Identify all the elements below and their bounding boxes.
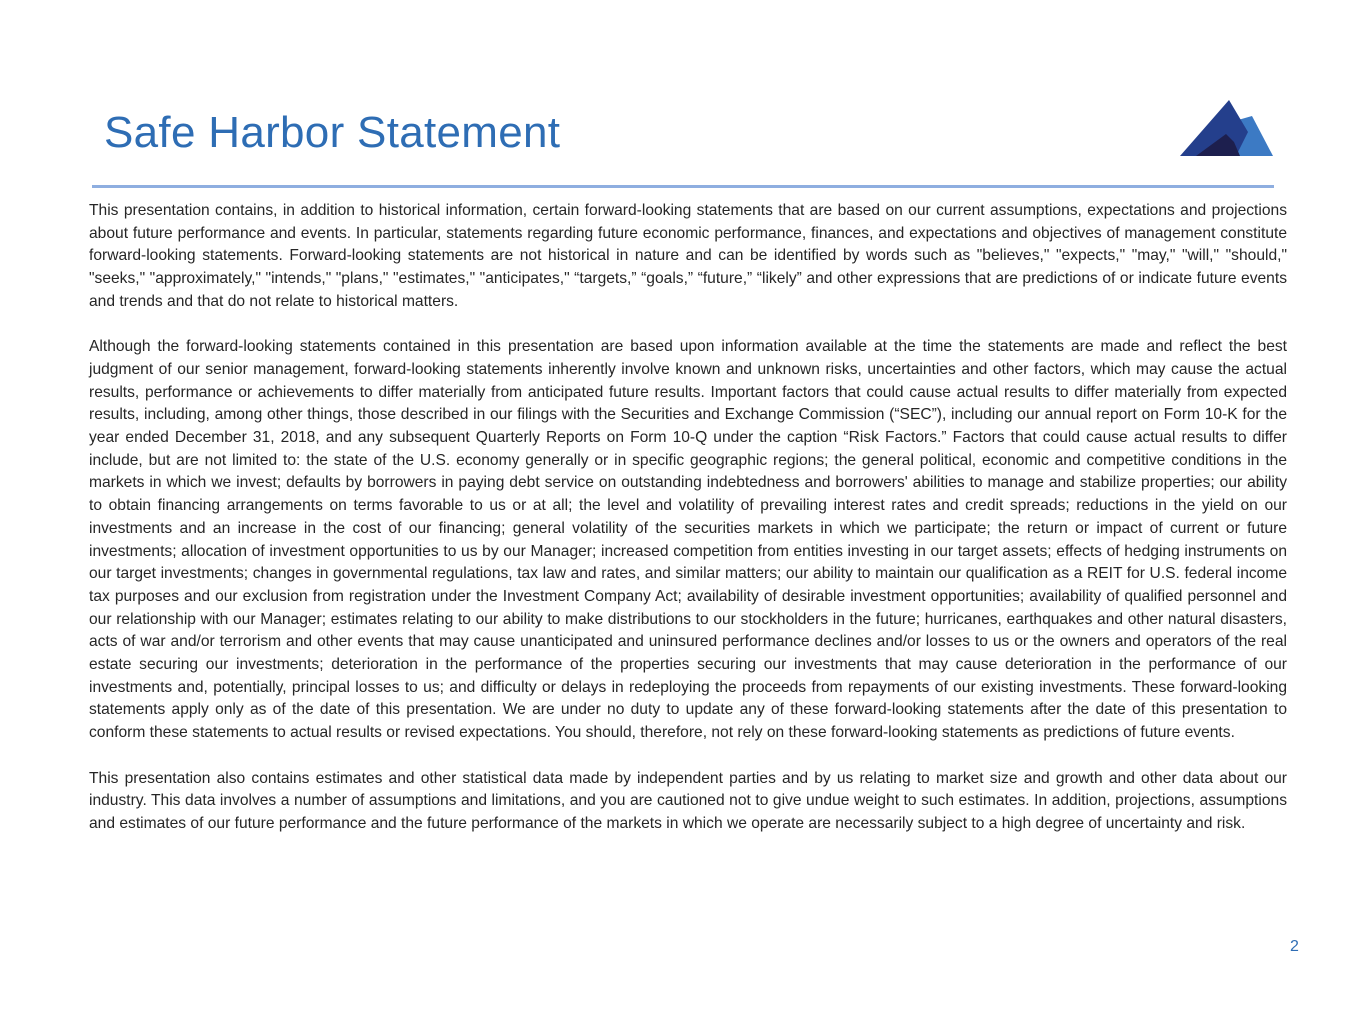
mountain-logo-icon (1180, 98, 1274, 158)
title-divider (92, 185, 1274, 188)
page-title: Safe Harbor Statement (104, 108, 561, 157)
page-number: 2 (1290, 938, 1299, 955)
paragraph-statistical-data: This presentation also contains estimates and other statistical data made by independent parties and by us relating to market size and growth and other data about our industry. This data involves a number of assumptions and limitations, and you are cautioned not to give undue weight to such estimates. In addition, projections, assumptions and estimates of our future performance and the future performance of the markets in which we operate are necessarily subject to a high degree of uncertainty and risk. (89, 769, 1287, 832)
paragraph-risk-factors: Although the forward-looking statements contained in this presentation are based upon information available at the time the statements are made and reflect the best judgment of our senior management, forward-looking statements inherently involve known and unknown risks, uncertainties and other factors, which may cause the actual results, performance or achievements to differ materially from anticipated future results. Important factors that could cause actual results to differ materially from expected results, including, among other things, those described in our filings with the Securities and Exchange Commission (“SEC”), including our annual report on Form 10-K for the year ended December 31, 2018, and any subsequent Quarterly Reports on Form 10-Q under the caption “Risk Factors.” Factors that could cause actual results to differ include, but are not limited to: the state of the U.S. economy generally or in specific geographic regions; the general political, economic and competitive conditions in the markets in which we invest; defaults by borrowers in paying debt service on outstanding indebtedness and borrowers' abilities to manage and stabilize properties; our ability to obtain financing arrangements on terms favorable to us or at all; the level and volatility of prevailing interest rates and credit spreads; reductions in the yield on our investments and an increase in the cost of our financing; general volatility of the securities markets in which we participate; the return or impact of current or future investments; allocation of investment opportunities to us by our Manager; increased competition from entities investing in our target assets; effects of hedging instruments on our target investments; changes in governmental regulations, tax law and rates, and similar matters; our ability to maintain our qualification as a REIT for U.S. federal income tax purposes and our exclusion from registration under the Investment Company Act; availability of desirable investment opportunities; availability of qualified personnel and our relationship with our Manager; estimates relating to our ability to make distributions to our stockholders in the future; hurricanes, earthquakes and other natural disasters, acts of war and/or terrorism and other events that may cause unanticipated and uninsured performance declines and/or losses to us or the owners and operators of the real estate securing our investments; deterioration in the performance of the properties securing our investments that may cause deterioration in the performance of our investments and, potentially, principal losses to us; and difficulty or delays in redeploying the proceeds from repayments of our existing investments. These forward-looking statements apply only as of the date of this presentation. We are under no duty to update any of these forward-looking statements after the date of this presentation to conform these statements to actual results or revised expectations. You should, therefore, not rely on these forward-looking statements as predictions of future events. (89, 338, 1287, 742)
paragraph-forward-looking-intro: This presentation contains, in addition to historical information, certain forward-looking statements that are based on our current assumptions, expectations and projections about future performance and events. In particular, statements regarding future economic performance, finances, and expectations and objectives of management constitute forward-looking statements. Forward-looking statements are not historical in nature and can be identified by words such as "believes," "expects," "may," "will," "should," "seeks," "approximately," "intends," "plans," "estimates," "anticipates," “targets,” “goals,” “future,” “likely” and other expressions that are predictions of or indicate future events and trends and that do not relate to historical matters. (89, 202, 1287, 310)
disclaimer-body (89, 200, 1287, 836)
